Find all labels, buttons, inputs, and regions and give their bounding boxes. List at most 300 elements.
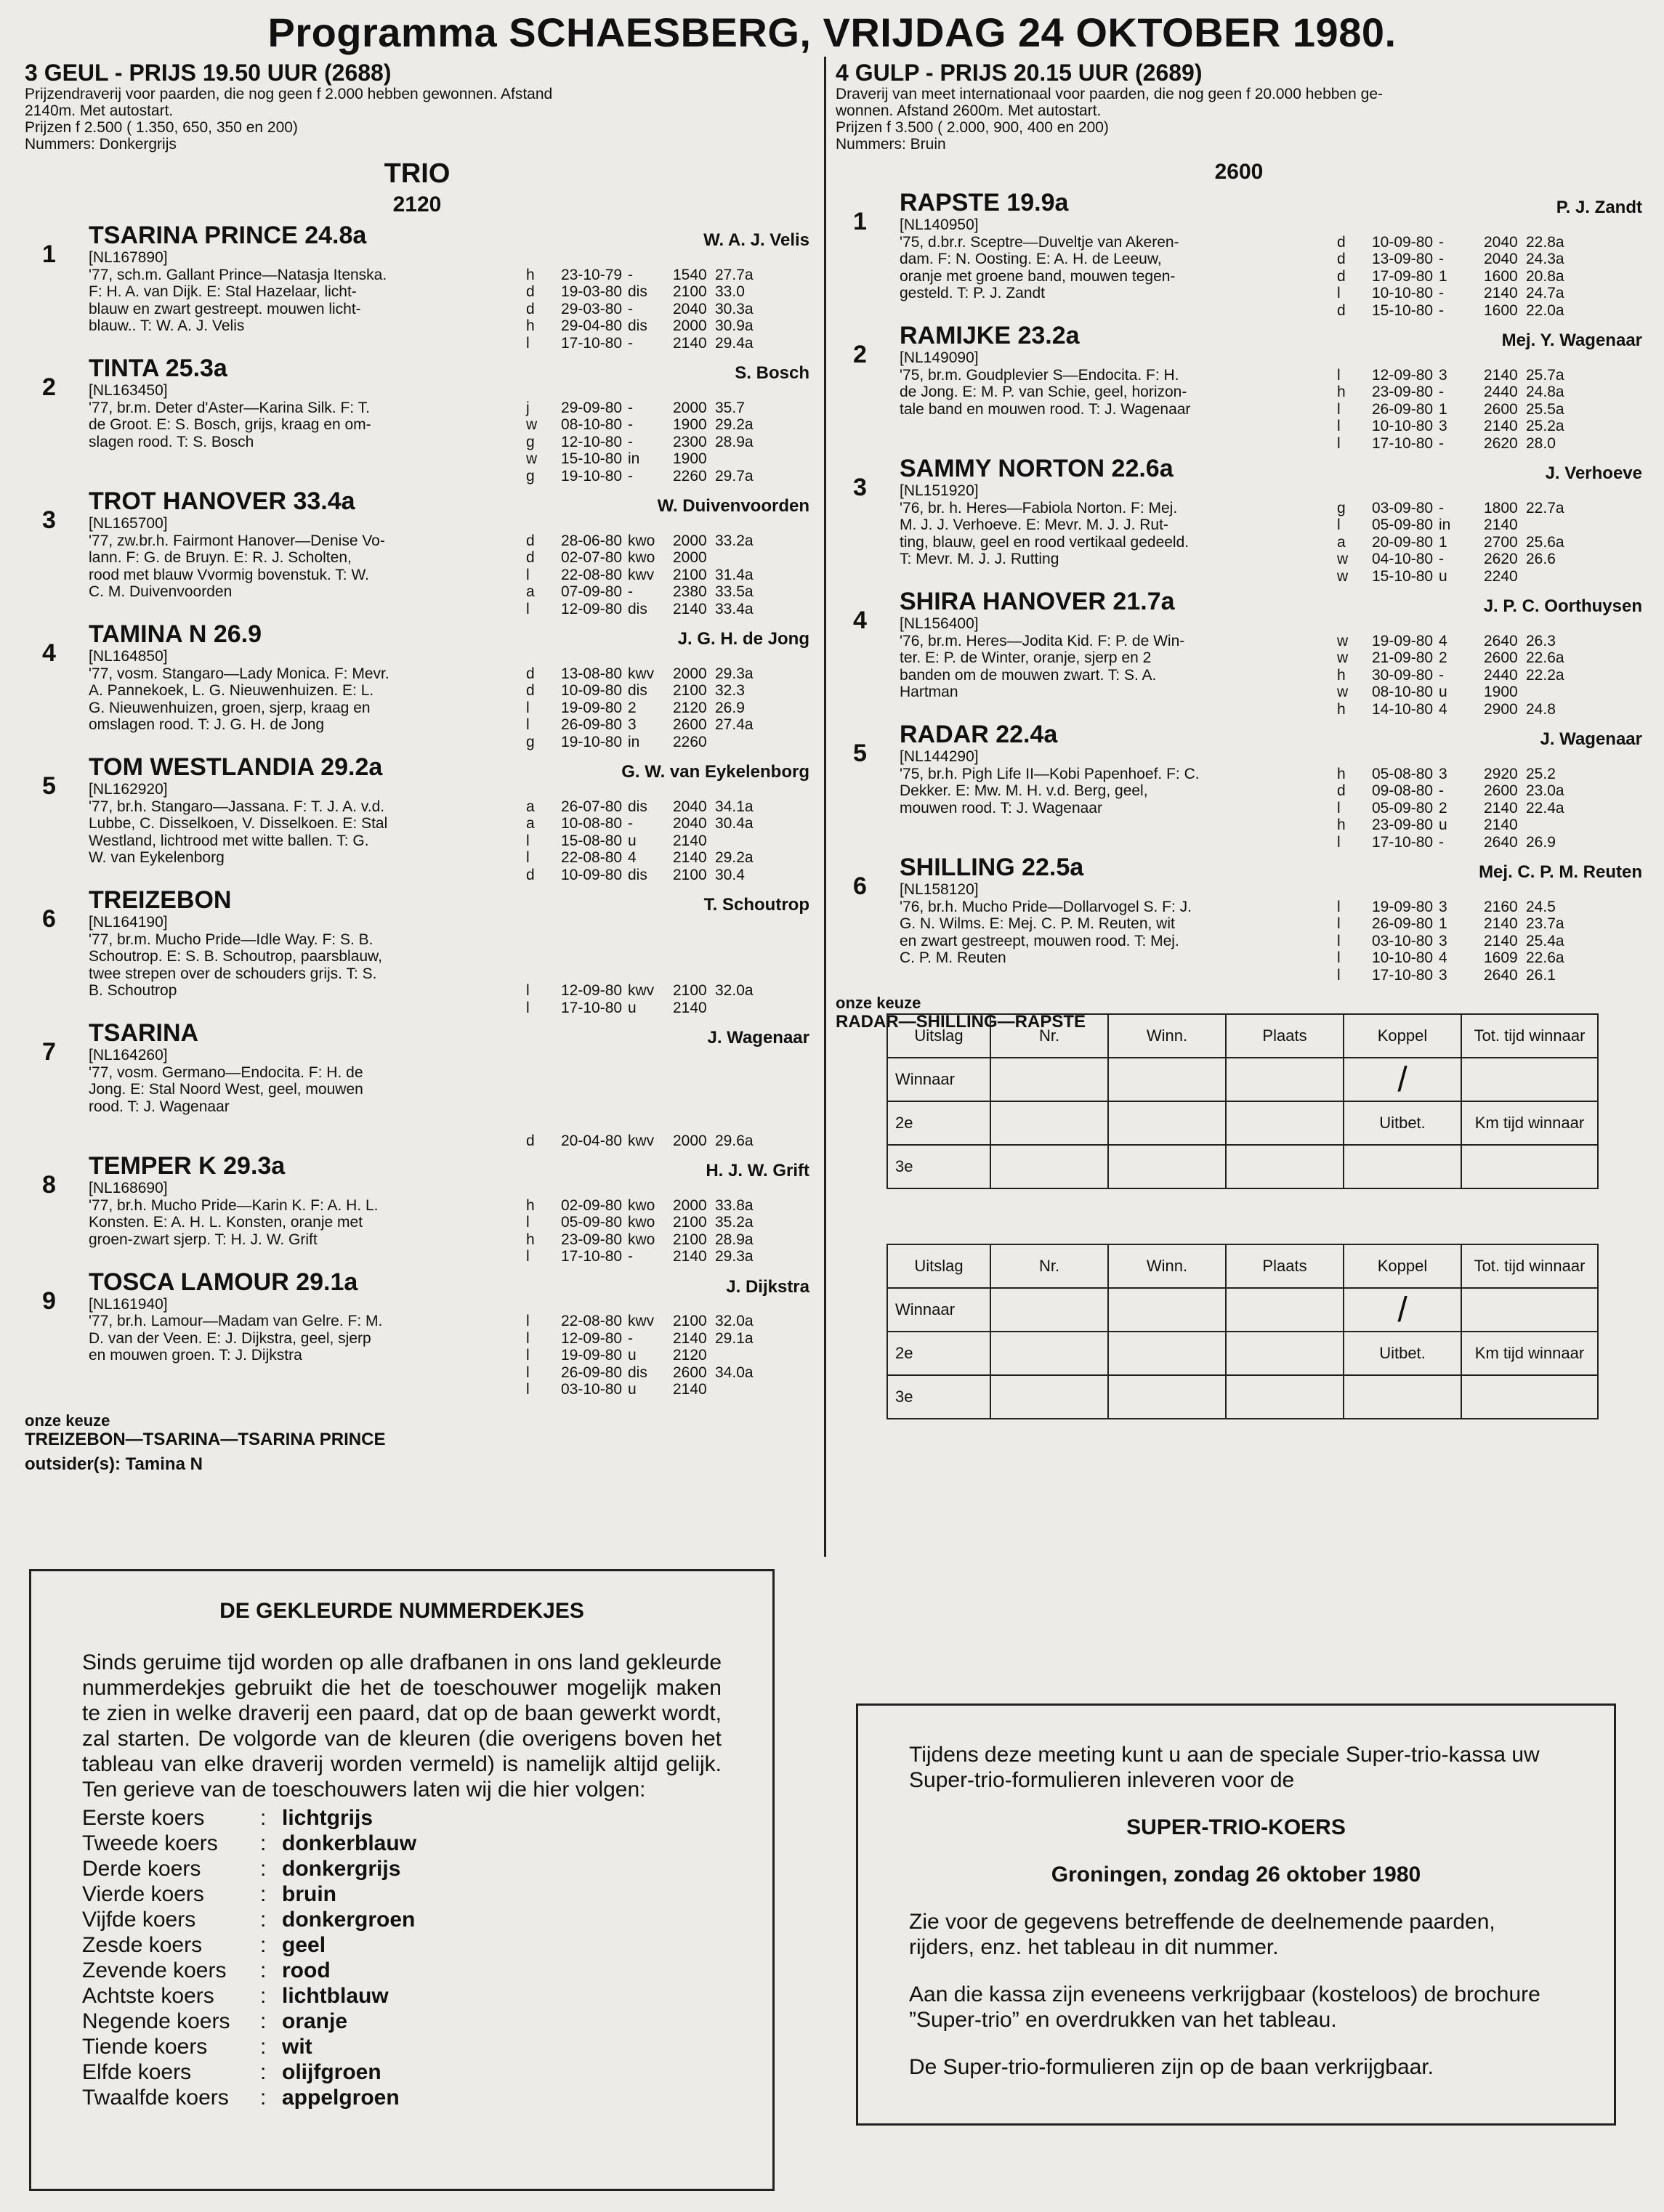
horse-entry — [836, 189, 1642, 319]
result-cell: 20-04-80 — [561, 1132, 623, 1149]
header-tot-tijd: Tot. tijd winnaar — [1461, 1014, 1598, 1058]
result-cell: 1800 — [1484, 499, 1518, 516]
separator: : — [260, 2009, 267, 2033]
result-cell: - — [628, 433, 633, 450]
horse-detail-line: banden om de mouwen zwart. T: S. A. — [900, 666, 1157, 684]
result-cell: kwv — [628, 982, 655, 999]
result-cell: 26.9 — [715, 699, 745, 716]
horse-entry — [25, 222, 809, 352]
horse-results — [1337, 500, 1577, 586]
result-row — [526, 468, 766, 485]
horse-detail-line: tale band en mouwen rood. T: J. Wagenaar — [900, 400, 1191, 418]
result-cell: d — [526, 682, 535, 699]
horse-detail-line: [NL151920] — [900, 482, 979, 499]
result-cell: 05-08-80 — [1372, 765, 1434, 782]
result-row — [526, 283, 766, 301]
result-cell: 2140 — [1484, 932, 1518, 949]
result-cell: dis — [628, 1364, 647, 1381]
separator: : — [260, 2086, 267, 2110]
race-ordinal: Eerste koers — [82, 1806, 205, 1830]
result-cell: 10-09-80 — [1372, 233, 1434, 251]
result-row — [526, 832, 766, 850]
result-cell: l — [526, 1214, 530, 1231]
result-cell: - — [1439, 551, 1444, 567]
horse-detail-line: G. Nieuwenhuizen, groen, sjerp, kraag en — [89, 699, 371, 716]
result-cell: 03-09-80 — [1372, 499, 1434, 516]
result-cell: l — [526, 334, 530, 352]
cell[interactable] — [1226, 1145, 1344, 1188]
result-cell: 2000 — [673, 665, 707, 682]
horse-detail-line: W. van Eykelenborg — [89, 849, 225, 866]
result-cell: l — [1337, 366, 1341, 384]
result-cell: 2620 — [1484, 434, 1518, 452]
horse-detail-line: C. M. Duivenvoorden — [89, 583, 233, 600]
horse-detail-line — [900, 418, 1306, 435]
horse-detail-line — [89, 601, 496, 618]
race-ordinal: Derde koers — [82, 1857, 201, 1881]
blanket-color: donkerblauw — [282, 1831, 417, 1855]
result-cell: 2260 — [673, 467, 707, 485]
horse-entry — [25, 1152, 809, 1265]
horse-driver: T. Schoutrop — [703, 895, 809, 915]
result-row — [1337, 899, 1577, 916]
result-row — [526, 716, 766, 734]
result-cell: l — [526, 982, 530, 999]
result-cell: 34.1a — [715, 798, 754, 815]
horse-details — [900, 748, 1306, 851]
result-cell: dis — [628, 317, 647, 334]
horse-name: TOM WESTLANDIA 29.2a — [89, 753, 383, 781]
horse-details — [89, 382, 496, 485]
horse-detail-line: blauw en zwart gestreept. mouwen licht- — [89, 300, 361, 317]
result-cell: 26.1 — [1526, 966, 1556, 984]
result-cell: d — [1337, 233, 1346, 251]
cell[interactable] — [1108, 1375, 1226, 1419]
result-cell: l — [1337, 966, 1341, 984]
horse-detail-line — [900, 817, 1306, 834]
result-row — [526, 849, 766, 867]
result-row — [1337, 251, 1577, 268]
result-row — [526, 700, 766, 717]
result-cell: 19-10-80 — [561, 467, 623, 485]
row-3e: 3e — [887, 1375, 990, 1419]
cell[interactable] — [1461, 1375, 1598, 1419]
result-row — [526, 734, 766, 751]
row-winnaar: Winnaar — [887, 1058, 990, 1101]
result-row — [1337, 401, 1577, 418]
result-cell: 22.8a — [1526, 233, 1564, 251]
race-color-list — [82, 1805, 722, 2110]
result-row — [526, 682, 766, 700]
cell[interactable] — [990, 1058, 1108, 1101]
super-trio-location-date: Groningen, zondag 26 oktober 1980 — [1051, 1863, 1421, 1887]
result-cell: 28-06-80 — [561, 532, 623, 549]
race-ordinal: Tiende koers — [82, 2035, 208, 2059]
header-uitslag: Uitslag — [887, 1014, 990, 1058]
koppel-slash: / — [1344, 1288, 1461, 1332]
result-cell: d — [526, 283, 535, 300]
cell[interactable] — [1344, 1375, 1461, 1419]
horse-detail-line: [NL168690] — [89, 1180, 168, 1196]
result-cell: 29.3a — [715, 665, 754, 682]
result-cell: - — [628, 1329, 633, 1347]
result-cell: 1600 — [1484, 267, 1518, 285]
horse-number: 1 — [853, 208, 867, 235]
result-cell: 2100 — [673, 982, 707, 999]
result-cell: 10-10-80 — [1372, 418, 1434, 434]
result-cell: - — [628, 583, 633, 600]
result-cell: 2140 — [673, 832, 707, 849]
horse-detail-line — [89, 1115, 496, 1133]
row-2e: 2e — [887, 1101, 990, 1145]
result-cell: 1900 — [1484, 684, 1518, 700]
cell[interactable] — [1108, 1145, 1226, 1188]
result-cell: 2440 — [1484, 384, 1518, 400]
result-cell: 2380 — [673, 583, 707, 600]
result-cell: l — [1337, 400, 1341, 418]
result-cell: 2 — [1439, 649, 1447, 666]
cell[interactable] — [1461, 1288, 1598, 1332]
result-row — [1337, 649, 1577, 667]
result-cell: 28.9a — [715, 1231, 754, 1248]
horse-detail-line: en zwart gestreept, mouwen rood. T: Mej. — [900, 932, 1179, 949]
result-cell: 12-09-80 — [561, 600, 623, 617]
horse-driver: H. J. W. Grift — [706, 1161, 809, 1180]
result-cell: 19-09-80 — [1372, 898, 1434, 915]
cell[interactable] — [1108, 1288, 1226, 1332]
horse-number: 3 — [853, 474, 867, 501]
result-cell: dis — [628, 600, 647, 617]
result-cell: 12-09-80 — [1372, 366, 1434, 384]
result-cell: 33.8a — [715, 1196, 754, 1214]
horse-detail-line: '75, d.br.r. Sceptre—Duveltje van Akeren- — [900, 233, 1179, 251]
race-4-column — [836, 60, 1642, 1032]
result-cell: 2040 — [1484, 251, 1518, 267]
race-color-item — [82, 2059, 722, 2085]
header-koppel: Koppel — [1344, 1014, 1461, 1058]
result-cell: 23-09-80 — [561, 1231, 623, 1248]
result-cell: 2140 — [1484, 285, 1518, 301]
cell[interactable] — [1108, 1332, 1226, 1375]
result-cell: 24.7a — [1526, 285, 1564, 301]
header-winn: Winn. — [1108, 1014, 1226, 1058]
row-winnaar: Winnaar — [887, 1288, 990, 1332]
horse-driver: W. A. J. Velis — [703, 230, 809, 250]
result-cell: 13-09-80 — [1372, 251, 1434, 267]
result-cell: 2000 — [673, 399, 707, 416]
result-cell: 26-07-80 — [561, 798, 623, 815]
result-cell: 26-09-80 — [561, 716, 623, 733]
result-row — [1337, 766, 1577, 783]
horse-detail-line: [NL164850] — [89, 648, 168, 665]
blanket-color: geel — [282, 1933, 326, 1957]
outsiders: outsider(s): Tamina N — [25, 1454, 203, 1474]
separator: : — [260, 2060, 267, 2084]
horse-number: 5 — [853, 740, 867, 767]
horse-detail-line: Westland, lichtrood met witte ballen. T: G. — [89, 832, 369, 849]
result-cell: 15-08-80 — [561, 832, 623, 849]
result-cell: 2000 — [673, 1196, 707, 1214]
result-row — [1337, 568, 1577, 586]
result-cell: 2140 — [1484, 516, 1518, 533]
result-cell: 2620 — [1484, 551, 1518, 567]
section-title: TRIO — [384, 158, 451, 189]
result-cell: 25.4a — [1526, 932, 1564, 949]
result-row — [1337, 418, 1577, 435]
result-cell: l — [1337, 932, 1341, 949]
result-cell: - — [628, 334, 633, 352]
result-row — [526, 982, 766, 1000]
horse-name: TROT HANOVER 33.4a — [89, 487, 355, 515]
race-4-description — [836, 86, 1642, 153]
horse-detail-line: oranje met groene band, mouwen tegen- — [900, 267, 1176, 285]
result-cell: d — [526, 532, 535, 549]
result-cell: 2240 — [1484, 567, 1518, 585]
horse-details — [89, 249, 496, 352]
horse-detail-line: '76, br. h. Heres—Fabiola Norton. F: Mej. — [900, 499, 1178, 516]
super-trio-info: Zie voor de gegevens betreffende de deelnemende paarden, rijders, enz. het tableau in dit nummer. — [909, 1910, 1495, 1959]
result-cell: 2140 — [673, 999, 707, 1016]
result-row — [1337, 915, 1577, 933]
result-cell: 2100 — [673, 682, 707, 699]
horse-detail-line — [89, 1248, 496, 1265]
horse-detail-line: [NL149090] — [900, 349, 979, 366]
horse-detail-line: rood met blauw Vvormig bovenstuk. T: W. — [89, 566, 369, 583]
horse-detail-line: '76, br.m. Heres—Jodita Kid. F: P. de Win- — [900, 632, 1185, 649]
result-cell: - — [628, 416, 633, 433]
horse-driver: Mej. C. P. M. Reuten — [1479, 862, 1642, 882]
result-cell: d — [526, 1132, 535, 1149]
result-cell: h — [526, 266, 535, 283]
uitbet-label: Uitbet. — [1344, 1101, 1461, 1145]
result-cell: 28.9a — [715, 433, 754, 450]
result-cell: d — [526, 549, 535, 566]
result-row — [1337, 967, 1577, 984]
cell[interactable] — [990, 1101, 1108, 1145]
horse-detail-line: omslagen rood. T: J. G. H. de Jong — [89, 716, 325, 733]
result-cell: 29.1a — [715, 1329, 754, 1347]
horse-number: 9 — [42, 1287, 56, 1315]
desc-line: Nummers: Donkergrijs — [25, 136, 177, 153]
result-row — [1337, 367, 1577, 384]
result-cell: 12-10-80 — [561, 433, 623, 450]
result-row — [1337, 534, 1577, 551]
result-cell: kwo — [628, 1231, 655, 1248]
result-cell: 2600 — [673, 716, 707, 733]
result-row — [1337, 633, 1577, 650]
cell[interactable] — [1461, 1058, 1598, 1101]
result-cell: 22.0a — [1526, 301, 1564, 319]
horse-detail-line: Dekker. E: Mw. M. H. v.d. Berg, geel, — [900, 782, 1148, 799]
result-cell: 05-09-80 — [1372, 516, 1434, 533]
result-cell: 2040 — [673, 798, 707, 815]
cell[interactable] — [1344, 1145, 1461, 1188]
horse-driver: J. Wagenaar — [707, 1028, 809, 1048]
result-row — [526, 301, 766, 318]
result-cell: 2600 — [1484, 649, 1518, 666]
result-row — [1337, 701, 1577, 718]
result-row — [1337, 782, 1577, 800]
cell[interactable] — [1108, 1101, 1226, 1145]
race-color-item — [82, 1881, 722, 1907]
result-cell: 23-10-79 — [561, 266, 623, 283]
result-cell: w — [1337, 649, 1349, 666]
horse-details — [89, 648, 496, 750]
result-row — [526, 1197, 766, 1215]
result-cell: 3 — [1439, 765, 1447, 782]
horse-detail-line: slagen rood. T: S. Bosch — [89, 433, 254, 450]
result-cell: 3 — [1439, 366, 1447, 384]
horse-results — [526, 665, 766, 751]
desc-line: Nummers: Bruin — [836, 136, 946, 153]
cell[interactable] — [1226, 1058, 1344, 1101]
result-cell: 03-10-80 — [561, 1381, 623, 1398]
horse-name: TREIZEBON — [89, 886, 232, 914]
result-cell: 2140 — [673, 1248, 707, 1265]
blanket-color: lichtgrijs — [282, 1806, 373, 1830]
cell[interactable] — [990, 1288, 1108, 1332]
result-cell: 30-09-80 — [1372, 666, 1434, 684]
result-cell: 22-08-80 — [561, 849, 623, 866]
horse-detail-line: [NL161940] — [89, 1295, 168, 1313]
result-row — [526, 1248, 766, 1265]
result-cell: l — [1337, 833, 1341, 851]
horse-detail-line — [900, 302, 1306, 320]
horse-entry — [25, 1019, 809, 1149]
horse-number: 5 — [42, 772, 56, 800]
horse-results — [526, 1197, 766, 1265]
result-cell: 10-09-80 — [561, 682, 623, 699]
horse-number: 2 — [853, 341, 867, 368]
cell[interactable] — [990, 1332, 1108, 1375]
result-cell: 2140 — [673, 334, 707, 352]
horse-detail-line — [900, 834, 1306, 851]
result-cell: h — [526, 1196, 535, 1214]
horse-detail-line: Schoutrop. E: S. B. Schoutrop, paarsblauw, — [89, 948, 382, 965]
horse-driver: J. P. C. Oorthuysen — [1483, 596, 1642, 616]
result-cell: 1 — [1439, 400, 1447, 418]
result-cell: 15-10-80 — [1372, 301, 1434, 319]
cell[interactable] — [1226, 1101, 1344, 1145]
result-cell: 35.7 — [715, 399, 745, 416]
uitbet-label: Uitbet. — [1344, 1332, 1461, 1375]
blanket-color: donkergroen — [282, 1908, 416, 1932]
result-cell: g — [1337, 499, 1346, 516]
result-row — [1337, 684, 1577, 701]
koppel-slash: / — [1344, 1058, 1461, 1101]
result-cell: kwv — [628, 665, 655, 682]
result-cell: 29-04-80 — [561, 317, 623, 334]
result-cell: h — [1337, 384, 1346, 400]
result-row — [1337, 933, 1577, 950]
result-cell: a — [526, 583, 535, 600]
horse-detail-line: A. Pannekoek, L. G. Nieuwenhuizen. E: L. — [89, 682, 374, 699]
result-cell: 2000 — [673, 317, 707, 334]
cell[interactable] — [1226, 1288, 1344, 1332]
result-cell: 2 — [1439, 799, 1447, 817]
result-cell: g — [526, 433, 535, 450]
result-cell: 28.0 — [1526, 434, 1556, 452]
result-cell: h — [1337, 817, 1346, 833]
horse-driver: Mej. Y. Wagenaar — [1501, 331, 1642, 350]
result-cell: 2920 — [1484, 765, 1518, 782]
super-trio-box — [856, 1703, 1616, 2126]
result-cell: 29.4a — [715, 334, 754, 352]
result-cell: 03-10-80 — [1372, 932, 1434, 949]
result-cell: 12-09-80 — [561, 982, 623, 999]
result-cell: a — [526, 798, 535, 815]
result-cell: d — [1337, 251, 1346, 267]
horse-driver: P. J. Zandt — [1556, 198, 1642, 217]
result-cell: 3 — [1439, 898, 1447, 915]
desc-line: Draverij van meet internationaal voor paarden, die nog geen f 20.000 hebben ge- — [836, 86, 1384, 102]
result-row — [526, 549, 766, 567]
result-cell: 17-09-80 — [1372, 267, 1434, 285]
result-row — [1337, 817, 1577, 834]
result-row — [1337, 949, 1577, 967]
race-color-item — [82, 1907, 722, 1932]
result-row — [1337, 516, 1577, 534]
horse-detail-line: de Groot. E: S. Bosch, grijs, kraag en om- — [89, 416, 371, 433]
result-row — [526, 450, 766, 468]
cell[interactable] — [1108, 1058, 1226, 1101]
result-cell: 2 — [628, 699, 637, 716]
horse-driver: J. G. H. de Jong — [677, 629, 809, 649]
cell[interactable] — [1226, 1375, 1344, 1419]
horse-detail-line: twee strepen over de schouders grijs. T: S. — [89, 965, 377, 982]
result-cell: 05-09-80 — [1372, 799, 1434, 817]
result-cell: 2260 — [673, 733, 707, 750]
separator: : — [260, 1857, 267, 1881]
result-cell: 1600 — [1484, 301, 1518, 319]
result-cell: 2000 — [673, 1132, 707, 1149]
result-cell: 2640 — [1484, 833, 1518, 851]
separator: : — [260, 1806, 267, 1830]
result-cell: 2140 — [673, 1381, 707, 1398]
horse-detail-line: [NL162920] — [89, 781, 168, 798]
horse-detail-line: [NL164260] — [89, 1047, 168, 1064]
cell[interactable] — [1461, 1145, 1598, 1188]
result-cell: l — [526, 566, 530, 583]
result-cell: g — [526, 733, 535, 750]
cell[interactable] — [990, 1375, 1108, 1419]
result-row — [526, 1133, 766, 1150]
result-cell: 2600 — [673, 1364, 707, 1381]
cell[interactable] — [990, 1145, 1108, 1188]
blanket-color: bruin — [282, 1882, 336, 1906]
horse-entry — [836, 854, 1642, 984]
header-plaats: Plaats — [1226, 1014, 1344, 1058]
result-cell: 10-10-80 — [1372, 285, 1434, 301]
blanket-color: donkergrijs — [282, 1857, 401, 1881]
horse-detail-line: [NL165700] — [89, 515, 168, 532]
horse-detail-line — [89, 734, 496, 751]
result-cell: l — [526, 699, 530, 716]
horse-driver: J. Verhoeve — [1545, 463, 1642, 483]
choice-label: onze keuze — [25, 1411, 110, 1430]
number-blankets-box — [29, 1569, 775, 2191]
row-2e: 2e — [887, 1332, 990, 1375]
horse-detail-line — [89, 335, 496, 352]
cell[interactable] — [1226, 1332, 1344, 1375]
result-cell: 2000 — [673, 532, 707, 549]
result-cell: 24.8 — [1526, 700, 1556, 718]
horse-list — [836, 189, 1642, 984]
result-cell: h — [526, 317, 535, 334]
result-cell: 32.3 — [715, 682, 745, 699]
result-cell: l — [526, 832, 530, 849]
result-cell: - — [1439, 233, 1444, 251]
